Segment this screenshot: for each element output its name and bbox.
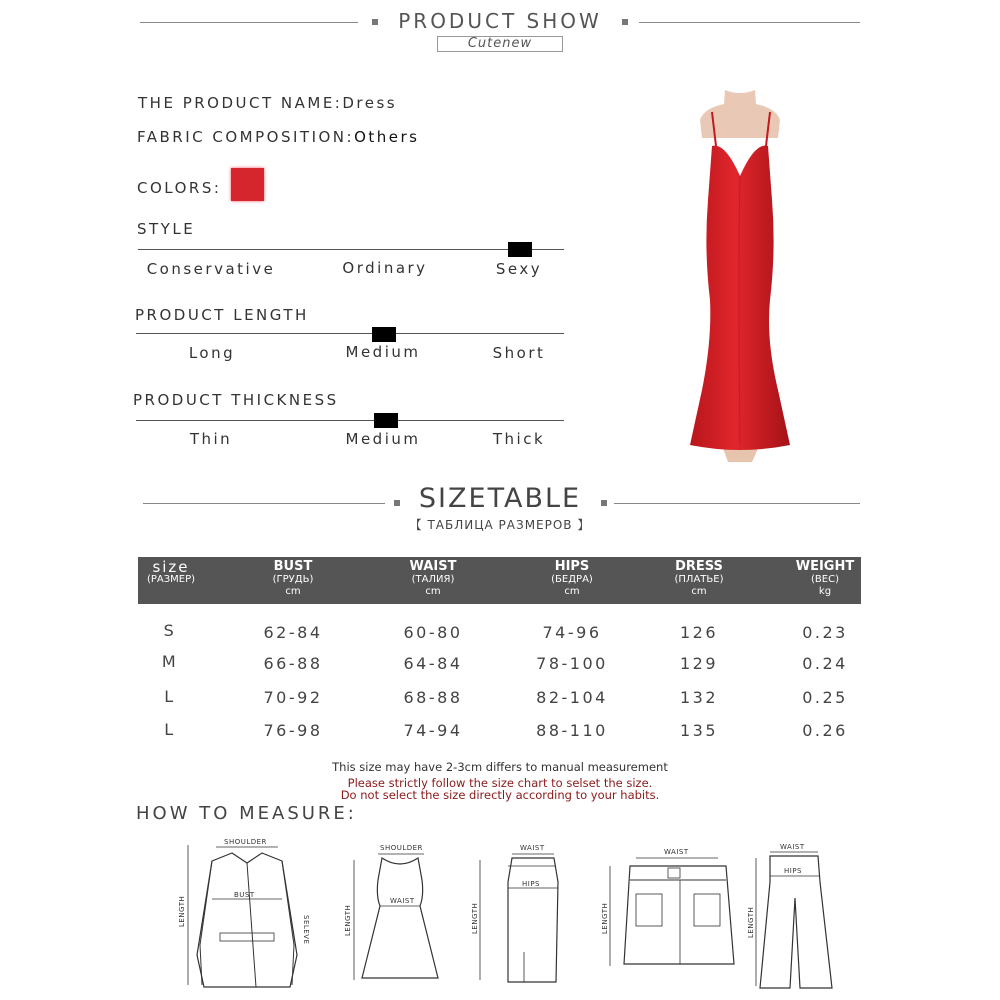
length-label-long: Long [188, 344, 236, 362]
product-name-row [138, 94, 397, 112]
jacket-length-label: LENGTH [178, 895, 186, 927]
sizetable-title: SIZETABLE [418, 483, 582, 514]
pants-waist-label: WAIST [780, 843, 805, 851]
cell-dress: 126 [679, 623, 719, 642]
th-dress: DRESS (ПЛАТЬЕ) cm [674, 559, 724, 597]
length-label-short: Short [492, 344, 546, 362]
sizetable-dot-right [601, 500, 607, 506]
pants-length-label: LENGTH [747, 906, 755, 938]
length-scale-marker [372, 327, 396, 342]
cell-size: L [164, 720, 176, 739]
thickness-label-medium: Medium [345, 430, 421, 448]
thickness-label-thin: Thin [189, 430, 233, 448]
cell-weight: 0.25 [802, 688, 848, 707]
skirt-hips-label: HIPS [522, 880, 540, 888]
fabric-value: Others [354, 128, 420, 146]
cell-bust: 66-88 [263, 654, 323, 673]
jacket-shoulder-label: SHOULDER [224, 838, 267, 846]
measure-diagram-denim-skirt [600, 846, 740, 976]
measure-diagram-dress [342, 840, 442, 990]
fabric-row [137, 128, 419, 146]
sizetable-rule-right [614, 503, 860, 504]
dress-waist-label: WAIST [390, 897, 415, 905]
th-hips: HIPS (БЕДРА) cm [551, 559, 593, 597]
thickness-title: PRODUCT THICKNESS [133, 391, 339, 409]
cell-hips: 88-110 [536, 721, 608, 740]
color-swatch-red[interactable] [231, 168, 264, 201]
pants-hips-label: HIPS [784, 867, 802, 875]
th-size: size (РАЗМЕР) [146, 558, 196, 585]
measure-diagram-pants [748, 842, 838, 992]
colors-label: COLORS: [137, 179, 222, 197]
style-scale-line [138, 249, 564, 250]
sizetable-header [138, 557, 861, 604]
length-title: PRODUCT LENGTH [135, 306, 309, 324]
cell-dress: 132 [679, 688, 719, 707]
length-label-medium: Medium [345, 343, 421, 361]
cell-hips: 78-100 [536, 654, 608, 673]
cell-waist: 64-84 [403, 654, 463, 673]
dress-shoulder-label: SHOULDER [380, 844, 423, 852]
product-name-label: THE PRODUCT NAME: [138, 94, 343, 112]
note-measurement: This size may have 2-3cm differs to manual measurement [332, 760, 668, 774]
page-title: PRODUCT SHOW [398, 9, 602, 33]
product-name-value: Dress [342, 94, 398, 112]
length-scale-line [136, 333, 564, 334]
style-title: STYLE [137, 220, 196, 238]
jacket-bust-label: BUST [234, 891, 255, 899]
skirt-waist-label: WAIST [520, 844, 545, 852]
cell-dress: 129 [679, 654, 719, 673]
skirt-length-label: LENGTH [471, 902, 479, 934]
cell-size: S [163, 621, 177, 640]
cell-waist: 74-94 [403, 721, 463, 740]
header-rule-right [639, 22, 860, 23]
cell-waist: 68-88 [403, 688, 463, 707]
fabric-label: FABRIC COMPOSITION: [137, 128, 355, 146]
th-waist: WAIST (ТАЛИЯ) cm [409, 559, 457, 597]
jacket-sleeve-label: SELEVE [302, 915, 310, 945]
cell-weight: 0.24 [802, 654, 848, 673]
denim-waist-label: WAIST [664, 848, 689, 856]
style-label-sexy: Sexy [495, 260, 543, 278]
cell-bust: 70-92 [263, 688, 323, 707]
cell-waist: 60-80 [403, 623, 463, 642]
cell-hips: 74-96 [542, 623, 602, 642]
measure-diagram-jacket [172, 835, 322, 995]
thickness-label-thick: Thick [492, 430, 546, 448]
th-bust: BUST (ГРУДЬ) cm [272, 559, 314, 597]
note-follow-chart: Please strictly follow the size chart to selset the size. [347, 776, 653, 790]
cell-hips: 82-104 [536, 688, 608, 707]
cell-bust: 76-98 [263, 721, 323, 740]
how-to-measure-title: HOW TO MEASURE: [136, 803, 357, 824]
header-dot-right [622, 19, 628, 25]
cell-weight: 0.23 [802, 623, 848, 642]
note-habits: Do not select the size directly according to your habits. [340, 788, 660, 802]
thickness-scale-marker [374, 413, 398, 428]
cell-size: M [161, 652, 179, 671]
denim-length-label: LENGTH [601, 902, 609, 934]
cell-bust: 62-84 [263, 623, 323, 642]
measure-diagram-skirt [472, 842, 572, 990]
cell-weight: 0.26 [802, 721, 848, 740]
cell-dress: 135 [679, 721, 719, 740]
style-scale-marker [508, 242, 532, 257]
dress-length-label: LENGTH [344, 904, 352, 936]
style-label-conservative: Conservative [146, 260, 276, 278]
cell-size: L [164, 687, 176, 706]
product-photo-dress [680, 90, 800, 465]
brand-label: Cutenew [437, 36, 563, 52]
style-label-ordinary: Ordinary [342, 259, 428, 277]
th-weight: WEIGHT (ВЕС) kg [795, 559, 855, 597]
sizetable-subtitle: 【 ТАБЛИЦА РАЗМЕРОВ 】 [409, 518, 591, 532]
thickness-scale-line [136, 420, 564, 421]
